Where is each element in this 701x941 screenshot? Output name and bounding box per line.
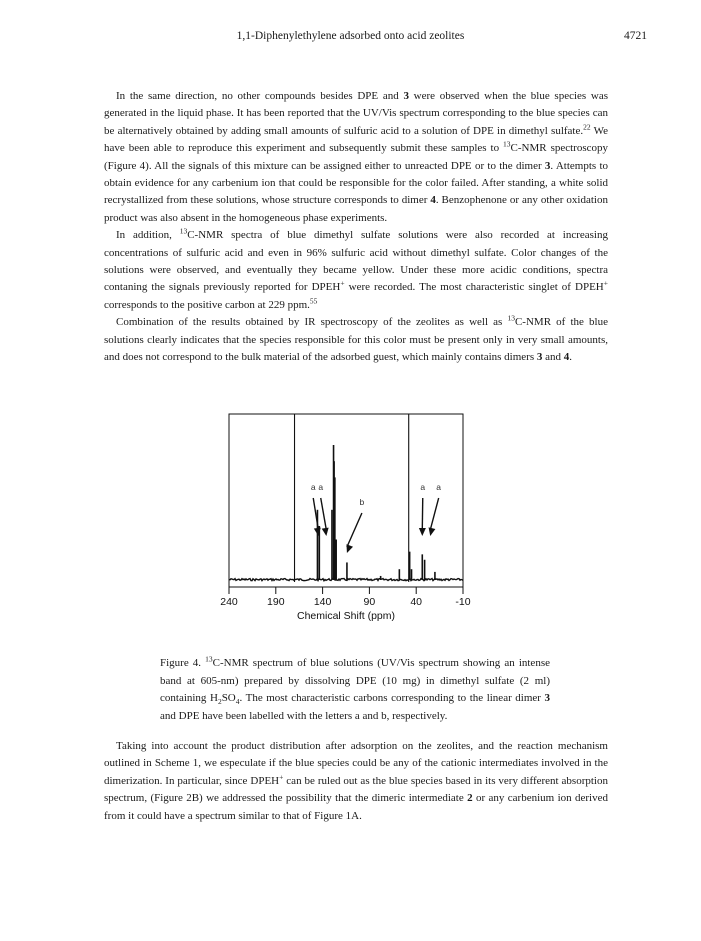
compound-number: 3 xyxy=(536,351,543,364)
paragraph-4 xyxy=(104,738,608,825)
reference-mark: 55 xyxy=(309,296,318,306)
annotation-arrowhead xyxy=(419,528,426,536)
x-tick-label: 240 xyxy=(220,596,238,608)
x-axis-label: Chemical Shift (ppm) xyxy=(296,610,396,622)
annotation-arrowhead xyxy=(429,527,436,536)
compound-number: 3 xyxy=(544,159,551,172)
figure-4 xyxy=(218,408,471,628)
body-text-bottom xyxy=(104,738,608,825)
compound-number: 3 xyxy=(403,90,409,102)
text-run: C-NMR spectroscopy (Figure 4). All the signals of this mixture can be assigned either to unreacted DPE or to the dimer xyxy=(104,142,608,172)
caption-text-run: and DPE have been labelled with the letters a and b, respectively. xyxy=(160,709,448,722)
text-run: can be ruled out as the blue species based in its very different absorption spectrum, (Figure 2B) we addressed the possibility that the dimeric intermediate xyxy=(104,774,608,805)
running-title: 1,1-Diphenylethylene adsorbed onto acid zeolites xyxy=(236,30,465,42)
isotope-superscript: 13 xyxy=(503,139,511,149)
text-run: In the same direction, no other compounds besides DPE and xyxy=(116,90,404,102)
text-run: corresponds to the positive carbon at 229 ppm. xyxy=(104,298,310,311)
x-tick-label: -10 xyxy=(455,596,471,608)
page-number: 4721 xyxy=(624,30,647,42)
x-tick-label: 190 xyxy=(267,596,285,608)
charge-superscript: + xyxy=(603,278,608,288)
compound-number: 4 xyxy=(430,194,436,207)
annotation-arrow xyxy=(321,498,327,530)
annotation-label: a xyxy=(436,482,442,492)
plot-frame xyxy=(229,414,463,587)
text-run: . Benzophenone or any other oxidation product was also absent in the homogeneous phase experiments. xyxy=(104,194,608,224)
compound-number: 2 xyxy=(467,792,473,805)
caption-text-run: SO xyxy=(221,692,236,704)
paragraph-3 xyxy=(104,314,608,366)
isotope-superscript: 13 xyxy=(507,313,515,323)
caption-text-run: C-NMR spectrum of blue solutions (UV/Vis spectrum showing an intense band at 605-nm) prepared by dissolving DPE (10 mg) in dimethyl sulfate (2 ml) containing H xyxy=(160,657,550,704)
text-run: Combination of the results obtained by IR spectroscopy of the zeolites as well as xyxy=(116,316,508,329)
text-run: . Attempts to obtain evidence for any carbenium ion that could be responsible for the color failed. After standing, a white solid recrystallized from these solutions, whose structure corresponds to dimer xyxy=(104,159,609,207)
annotation-arrow xyxy=(430,498,438,530)
charge-superscript: + xyxy=(279,772,284,782)
annotation-label: a xyxy=(420,482,426,492)
text-run: or any carbenium ion derived from it could have a spectrum similar to that of Figure 1A. xyxy=(104,792,608,822)
annotation-label: a xyxy=(318,482,324,492)
figure-caption xyxy=(160,655,550,725)
charge-superscript: + xyxy=(340,278,345,288)
text-run: In addition, xyxy=(116,229,180,242)
text-run: were observed when the blue species was generated in the liquid phase. It has been reported that the UV/Vis spectrum corresponding to the blue species can be alternatively obtained by adding small amounts of sulfuric acid to a solution of DPE in dimethyl sulfate. xyxy=(104,90,609,137)
x-tick-label: 90 xyxy=(363,596,376,608)
text-run: We have been able to reproduce this experiment and subsequently submit these samples to xyxy=(104,124,608,155)
isotope-superscript: 13 xyxy=(205,654,213,664)
annotation-label: b xyxy=(359,497,365,507)
text-run: and xyxy=(542,351,564,364)
paragraph-1 xyxy=(104,88,608,227)
text-run: C-NMR spectra of blue dimethyl sulfate solutions were also recorded at increasing concentrations of sulfuric acid and even in 96% sulfuric acid without dimethyl sulfate. Color changes of the solutions were observed, and eventually they became yellow. Under these more acidic conditions, spectra contaning the signals previously reported for DPEH xyxy=(104,229,608,294)
subscript: 4 xyxy=(235,697,240,707)
text-run: Taking into account the product distribution after adsorption on the zeolites, and the reaction mechanism outlined in Scheme 1, we especulate if the blue species could be any of the cationic intermediates involved in the dimerization. In particular, since DPEH xyxy=(104,740,608,787)
caption-text-run: . The most characteristic carbons corresponding to the linear dimer xyxy=(239,692,545,704)
isotope-superscript: 13 xyxy=(179,226,188,236)
x-tick-label: 40 xyxy=(410,596,423,608)
compound-number: 3 xyxy=(544,692,550,704)
running-header xyxy=(0,30,701,50)
compound-number: 4 xyxy=(563,351,570,364)
text-run: C-NMR of the blue solutions clearly indicates that the species responsible for this color must be present only in very small amounts, and does not correspond to the bulk material of the adsorbed guest, which mainly contains dimers xyxy=(104,316,608,364)
annotation-label: a xyxy=(310,482,316,492)
paragraph-2 xyxy=(104,227,608,314)
x-tick-label: 140 xyxy=(313,596,332,608)
caption-text-run: Figure 4. xyxy=(160,657,206,669)
annotation-arrowhead xyxy=(322,528,329,536)
nmr-spectrum-chart xyxy=(218,408,471,628)
text-run: were recorded. The most characteristic singlet of DPEH xyxy=(344,281,604,294)
text-run: . xyxy=(569,351,573,364)
subscript: 2 xyxy=(217,697,222,707)
baseline xyxy=(229,579,463,581)
body-text-top xyxy=(104,88,608,367)
annotation-arrow xyxy=(347,513,362,547)
annotation-arrowhead xyxy=(346,544,353,553)
reference-mark: 22 xyxy=(583,122,591,132)
